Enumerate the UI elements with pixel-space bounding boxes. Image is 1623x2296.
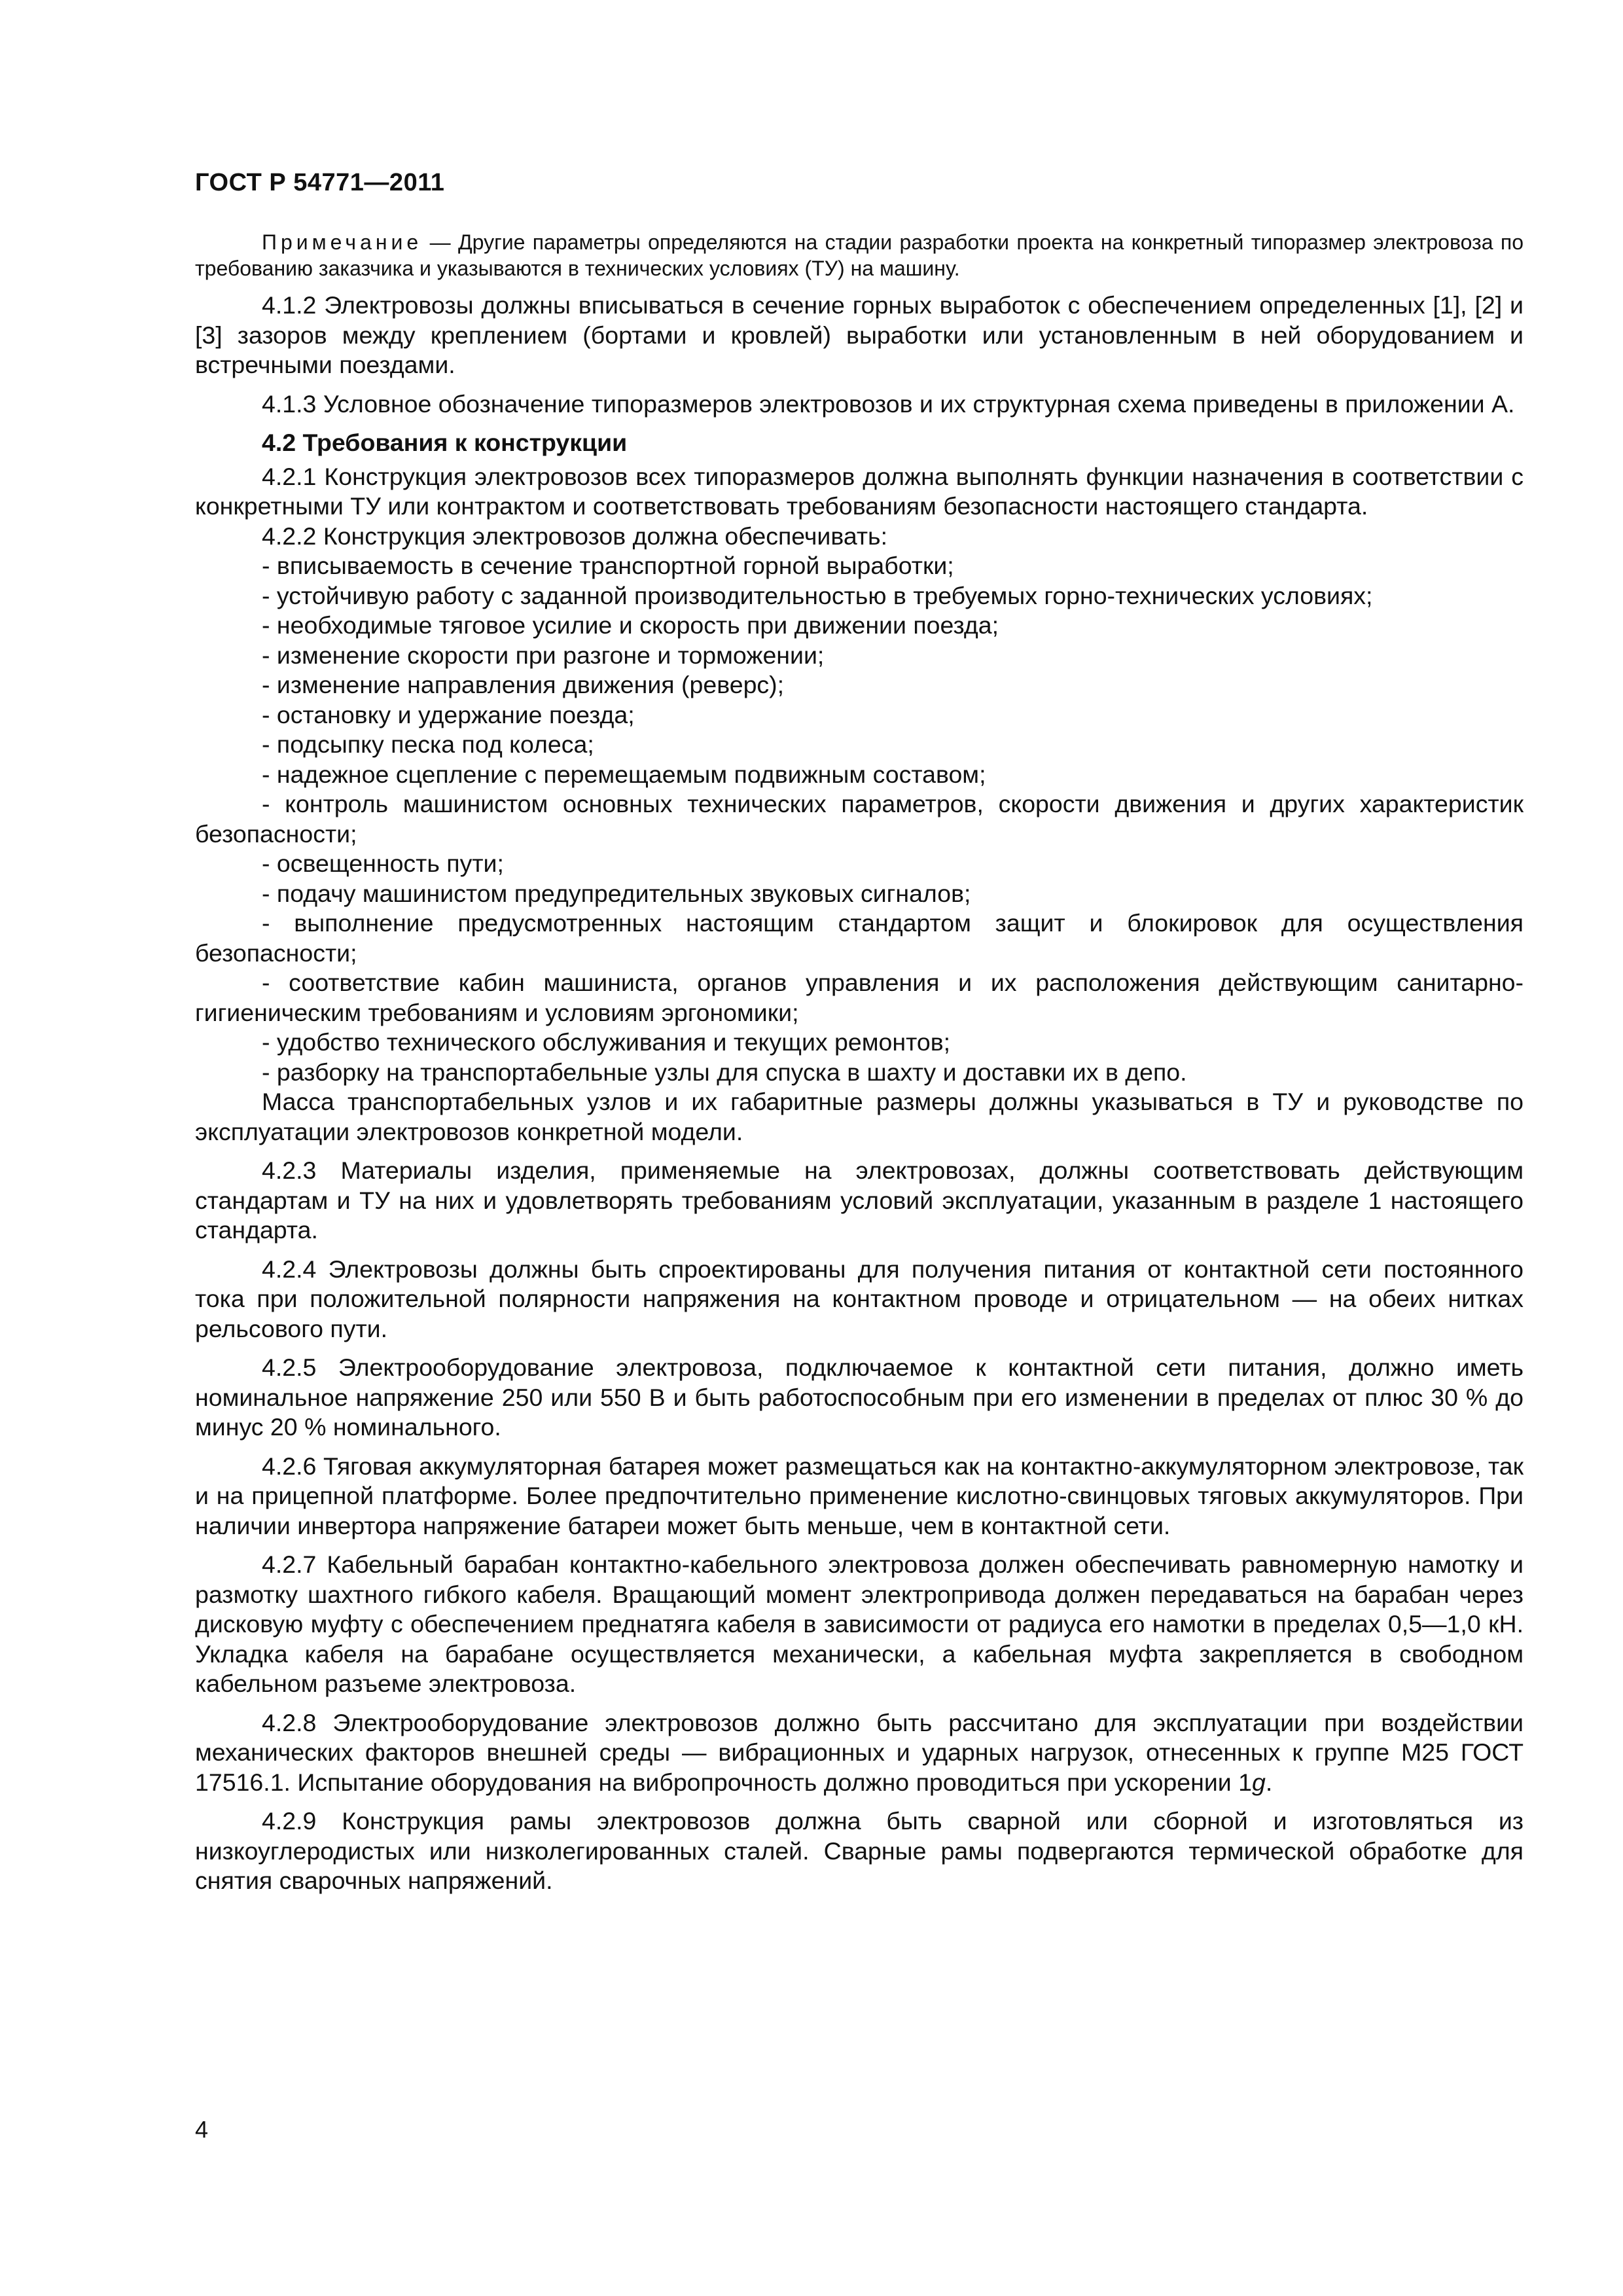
clause-4-2-5: 4.2.5 Электрооборудование электровоза, подключаемое к контактной сети питания, должно иметь номинальное напряжение 250 или 550 В и быть работоспособным при его изменении в пределах от плюс 30 % до минус 20 % номинального.: [195, 1354, 1524, 1441]
list-item: - остановку и удержание поезда;: [262, 700, 635, 728]
list-item: - подсыпку песка под колеса;: [262, 730, 594, 758]
list-item: - необходимые тяговое усилие и скорость при движении поезда;: [262, 611, 999, 639]
list-item: - контроль машинистом основных технических параметров, скорости движения и других характеристик безопасности;: [195, 790, 1524, 848]
note-text: — Другие параметры определяются на стадии разработки проекта на конкретный типоразмер электровоза по требованию заказчика и указываются в технических условиях (ТУ) на машину.: [195, 230, 1524, 280]
clause-4-1-3: 4.1.3 Условное обозначение типоразмеров электровозов и их структурная схема приведены в приложении А.: [262, 389, 1515, 418]
clause-4-2-1: 4.2.1 Конструкция электровозов всех типоразмеров должна выполнять функции назначения в соответствии с конкретными ТУ или контрактом и соответствовать требованиям безопасности настоящего стандарта.: [195, 462, 1524, 520]
page-number: 4: [195, 2116, 209, 2143]
document-code-header: ГОСТ Р 54771—2011: [195, 169, 445, 196]
clause-4-2-6: 4.2.6 Тяговая аккумуляторная батарея может размещаться как на контактно-аккумуляторном электровозе, так и на прицепной платформе. Более предпочтительно применение кислотно-свинцовых тяговых аккумуляторов. При наличии инвертора напряжение батареи может быть меньше, чем в контактной сети.: [195, 1452, 1524, 1539]
clause-4-2-8-text: 4.2.8 Электрооборудование электровозов должно быть рассчитано для эксплуатации при воздействии механических факторов внешней среды — вибрационных и ударных нагрузок, отнесенных к группе М25 ГОСТ 17516.1. Испытание оборудования на вибропрочность должно проводиться при ускорении 1: [195, 1708, 1524, 1796]
document-body: [195, 229, 1524, 1896]
clause-4-2-4: 4.2.4 Электровозы должны быть спроектированы для получения питания от контактной сети постоянного тока при положительной полярности напряжения на контактном проводе и отрицательном — на обеих нитках рельсового пути.: [195, 1255, 1524, 1342]
clause-4-2-9: 4.2.9 Конструкция рамы электровозов должна быть сварной или сборной и изготовляться из низкоуглеродистых или низколегированных сталей. Сварные рамы подвергаются термической обработке для снятия сварочных напряжений.: [195, 1807, 1524, 1894]
section-heading-4-2: 4.2 Требования к конструкции: [262, 429, 628, 456]
clause-4-2-3: 4.2.3 Материалы изделия, применяемые на электровозах, должны соответствовать действующим стандартам и ТУ на них и удовлетворять требованиям условий эксплуатации, указанным в разделе 1 настоящего стандарта.: [195, 1157, 1524, 1244]
list-item: - разборку на транспортабельные узлы для спуска в шахту и доставки их в депо.: [262, 1058, 1187, 1086]
clause-4-2-8: [195, 1708, 1524, 1798]
list-item: - выполнение предусмотренных настоящим стандартом защит и блокировок для осуществления безопасности;: [195, 909, 1524, 967]
note-label: Примечание: [262, 230, 423, 254]
clause-4-2-7: 4.2.7 Кабельный барабан контактно-кабельного электровоза должен обеспечивать равномерную намотку и размотку шахтного гибкого кабеля. Вращающий момент электропривода должен передаваться на барабан через дисковую муфту с обеспечением преднатяга кабеля в зависимости от радиуса его намотки в пределах 0,5—1,0 кН. Укладка кабеля на барабане осуществляется механически, а кабельная муфта закрепляется в свободном кабельном разъеме электровоза.: [195, 1551, 1524, 1697]
clause-4-2-2-intro: 4.2.2 Конструкция электровозов должна обеспечивать:: [262, 522, 888, 550]
list-item: - удобство технического обслуживания и текущих ремонтов;: [262, 1028, 951, 1056]
clause-4-2-8-end: .: [1265, 1768, 1273, 1796]
clause-4-2-2-mass: Масса транспортабельных узлов и их габаритные размеры должны указываться в ТУ и руководстве по эксплуатации электровозов конкретной модели.: [195, 1088, 1524, 1145]
list-item: - устойчивую работу с заданной производительностью в требуемых горно-технических условиях;: [262, 581, 1373, 609]
list-item: - подачу машинистом предупредительных звуковых сигналов;: [262, 879, 971, 907]
list-item: - соответствие кабин машиниста, органов управления и их расположения действующим санитарно-гигиеническим требованиям и условиям эргономики;: [195, 969, 1524, 1026]
clause-4-2-8-unit: g: [1252, 1768, 1266, 1796]
list-item: - изменение скорости при разгоне и торможении;: [262, 641, 825, 669]
note-paragraph: [195, 229, 1524, 281]
list-item: - вписываемость в сечение транспортной горной выработки;: [262, 552, 954, 579]
list-item: - надежное сцепление с перемещаемым подвижным составом;: [262, 760, 986, 788]
clause-4-1-2: 4.1.2 Электровозы должны вписываться в сечение горных выработок с обеспечением определенных [1], [2] и [3] зазоров между креплением (бортами и кровлей) выработки или установленным в ней оборудованием и встречными поездами.: [195, 291, 1524, 378]
list-item: - освещенность пути;: [262, 850, 504, 877]
list-item: - изменение направления движения (реверс);: [262, 671, 785, 698]
